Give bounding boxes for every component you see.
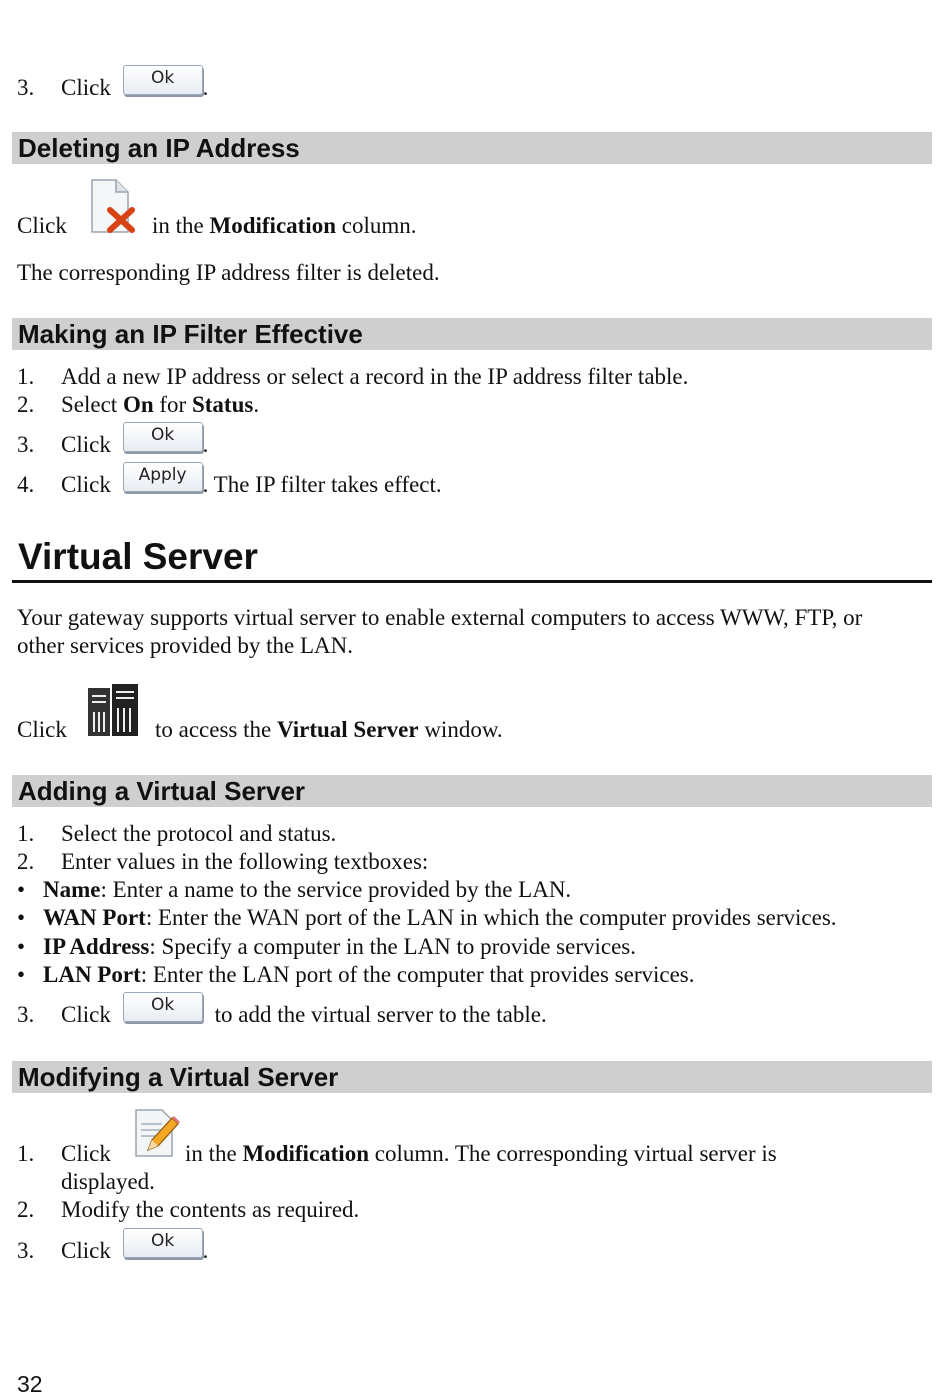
- step-text: Add a new IP address or select a record in the IP address filter table.: [61, 364, 689, 389]
- step-text: Enter values in the following textboxes:: [61, 849, 429, 874]
- step-text: Click Apply . The IP filter takes effect.: [61, 471, 442, 504]
- virtual-server-instruction: to access the Virtual Server window.: [155, 717, 503, 742]
- step-text: Click Ok .: [61, 74, 208, 107]
- step-text: Click Ok .: [61, 1237, 208, 1270]
- ok-button[interactable]: Ok: [123, 65, 203, 95]
- step-number: 4.: [17, 472, 35, 497]
- step-number: 3.: [17, 432, 35, 457]
- delete-instruction: in the Modification column.: [152, 213, 417, 238]
- section-heading-modifying-virtual-server: Modifying a Virtual Server: [12, 1061, 932, 1093]
- apply-button[interactable]: Apply: [123, 462, 203, 492]
- section-heading-ip-filter-effective: Making an IP Filter Effective: [12, 318, 932, 350]
- step-number: 3.: [17, 75, 35, 100]
- step-number: 3.: [17, 1238, 35, 1263]
- step-number: 1.: [17, 364, 35, 389]
- ok-button[interactable]: Ok: [123, 422, 203, 452]
- step-number: 3.: [17, 1002, 35, 1027]
- bullet-item: • WAN Port: Enter the WAN port of the LAN in which the computer provides services.: [17, 905, 837, 930]
- step-text: Click Ok .: [61, 431, 208, 464]
- intro-paragraph-line: other services provided by the LAN.: [17, 633, 353, 658]
- step-number: 1.: [17, 821, 35, 846]
- step-number: 2.: [17, 392, 35, 417]
- delete-result: The corresponding IP address filter is deleted.: [17, 260, 440, 285]
- step-text: Select the protocol and status.: [61, 821, 337, 846]
- section-heading-adding-virtual-server: Adding a Virtual Server: [12, 775, 932, 807]
- step-text: Click Ok to add the virtual server to the table.: [61, 1001, 547, 1034]
- bullet-item: • Name: Enter a name to the service provided by the LAN.: [17, 877, 572, 902]
- ok-button[interactable]: Ok: [123, 992, 203, 1022]
- step-text: Select On for Status.: [61, 392, 260, 417]
- bullet-item: • LAN Port: Enter the LAN port of the computer that provides services.: [17, 962, 695, 987]
- step-number: 1.: [17, 1141, 35, 1166]
- delete-document-icon[interactable]: [88, 178, 138, 236]
- bullet-item: • IP Address: Specify a computer in the LAN to provide services.: [17, 934, 637, 959]
- click-label: Click: [17, 213, 67, 238]
- modify-instruction: in the Modification column. The corresponding virtual server is: [185, 1141, 777, 1166]
- ok-button[interactable]: Ok: [123, 1228, 203, 1258]
- click-label: Click: [17, 717, 67, 742]
- server-rack-icon[interactable]: [86, 682, 140, 738]
- step-number: 2.: [17, 849, 35, 874]
- step-number: 2.: [17, 1197, 35, 1222]
- chapter-heading-virtual-server: Virtual Server: [12, 534, 932, 583]
- edit-document-icon[interactable]: [132, 1106, 180, 1158]
- intro-paragraph-line: Your gateway supports virtual server to enable external computers to access WWW, FTP, or: [17, 605, 863, 630]
- step-text-continued: displayed.: [61, 1169, 155, 1194]
- click-label: Click: [61, 1141, 111, 1166]
- section-heading-delete-ip: Deleting an IP Address: [12, 132, 932, 164]
- page-number: 32: [17, 1371, 43, 1397]
- step-text: Modify the contents as required.: [61, 1197, 360, 1222]
